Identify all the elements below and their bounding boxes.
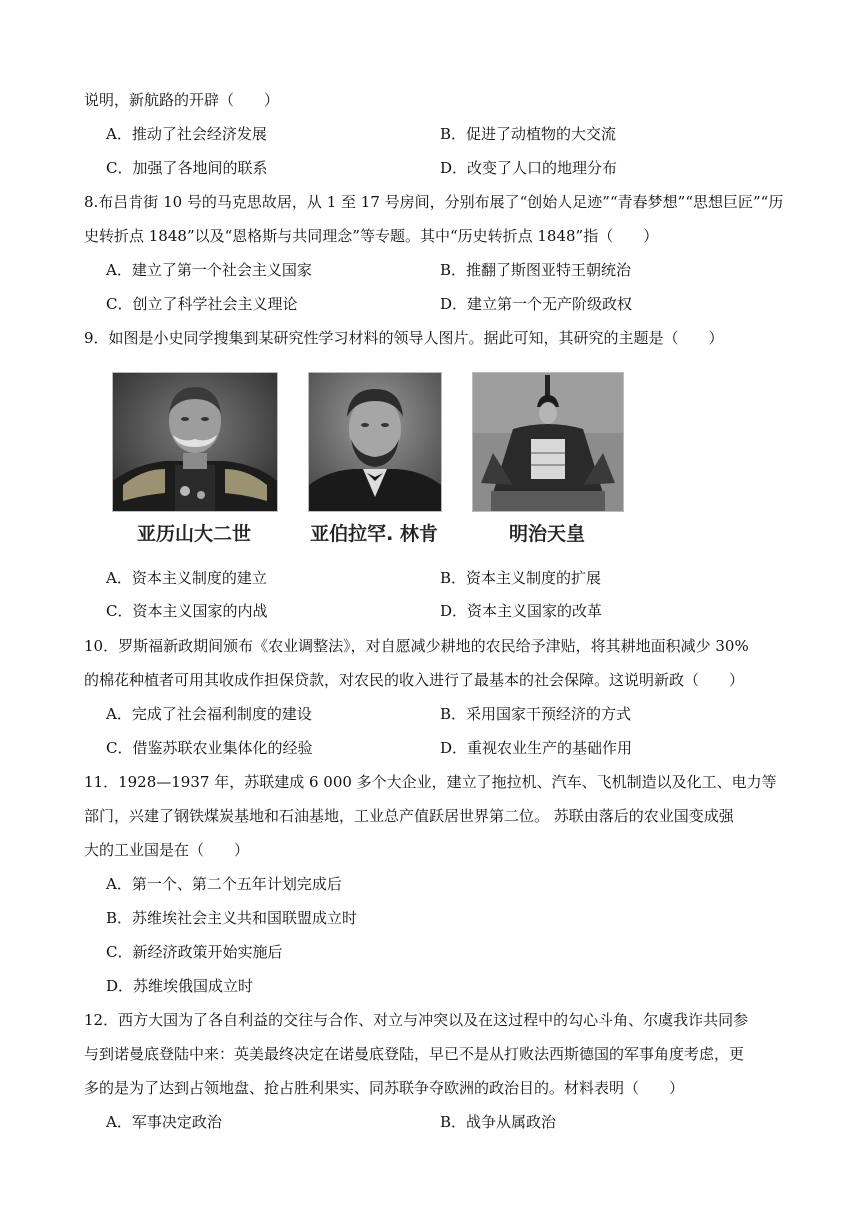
q10-option-d: D．重视农业生产的基础作用 bbox=[440, 739, 633, 757]
caption-emperor-meiji: 明治天皇 bbox=[508, 523, 585, 545]
caption-alexander-ii: 亚历山大二世 bbox=[136, 523, 251, 545]
q12-option-b: B．战争从属政治 bbox=[440, 1113, 557, 1131]
q11-stem-line-1: 11．1928—1937 年，苏联建成 6 000 多个大企业，建立了拖拉机、汽车、飞机制造以及化工、电力等 bbox=[84, 773, 777, 791]
q7-option-b: B．促进了动植物的大交流 bbox=[440, 125, 617, 143]
q7-stem-tail: 说明，新航路的开辟（ ） bbox=[84, 91, 280, 109]
q11-option-b: B．苏维埃社会主义共和国联盟成立时 bbox=[106, 909, 358, 927]
q8-option-c: C．创立了科学社会主义理论 bbox=[106, 295, 298, 313]
q11-option-d: D．苏维埃俄国成立时 bbox=[106, 977, 254, 995]
portrait-alexander-ii-image bbox=[113, 373, 277, 511]
q9-stem: 9．如图是小史同学搜集到某研究性学习材料的领导人图片。据此可知，其研究的主题是（ ） bbox=[84, 329, 724, 347]
q11-option-a: A．第一个、第二个五年计划完成后 bbox=[106, 875, 342, 893]
portrait-abraham-lincoln bbox=[308, 372, 442, 512]
q10-stem-line-1: 10．罗斯福新政期间颁布《农业调整法》，对自愿减少耕地的农民给予津贴，将其耕地面积减少 30% bbox=[84, 637, 749, 655]
q11-option-c: C．新经济政策开始实施后 bbox=[106, 943, 283, 961]
q10-option-b: B．采用国家干预经济的方式 bbox=[440, 705, 632, 723]
portrait-emperor-meiji bbox=[472, 372, 624, 512]
q12-stem-line-3: 多的是为了达到占领地盘、抢占胜利果实、同苏联争夺欧洲的政治目的。材料表明（ ） bbox=[84, 1079, 685, 1097]
q12-stem-line-1: 12．西方大国为了各自利益的交往与合作、对立与冲突以及在这过程中的勾心斗角、尔虞我诈共同参 bbox=[84, 1011, 749, 1029]
q8-stem-line-1: 8.布吕肯街 10 号的马克思故居，从 1 至 17 号房间，分别布展了“创始人足迹”“青春梦想”“思想巨匠”“历 bbox=[84, 193, 784, 211]
q9-option-a: A．资本主义制度的建立 bbox=[106, 569, 267, 587]
q8-option-b: B．推翻了斯图亚特王朝统治 bbox=[440, 261, 632, 279]
q12-option-a: A．军事决定政治 bbox=[106, 1113, 222, 1131]
portrait-alexander-ii bbox=[112, 372, 278, 512]
q10-option-a: A．完成了社会福利制度的建设 bbox=[106, 705, 312, 723]
q11-stem-line-2: 部门，兴建了钢铁煤炭基地和石油基地，工业总产值跃居世界第二位。 苏联由落后的农业国变成强 bbox=[84, 807, 734, 825]
q7-option-d: D．改变了人口的地理分布 bbox=[440, 159, 618, 177]
q7-option-a: A．推动了社会经济发展 bbox=[106, 125, 267, 143]
q7-option-c: C．加强了各地间的联系 bbox=[106, 159, 268, 177]
portrait-abraham-lincoln-image bbox=[309, 373, 441, 511]
portrait-emperor-meiji-image bbox=[473, 373, 623, 511]
q9-option-b: B．资本主义制度的扩展 bbox=[440, 569, 602, 587]
q8-option-a: A．建立了第一个社会主义国家 bbox=[106, 261, 312, 279]
q11-stem-line-3: 大的工业国是在（ ） bbox=[84, 841, 250, 859]
q9-option-d: D．资本主义国家的改革 bbox=[440, 602, 603, 620]
q8-stem-line-2: 史转折点 1848”以及“恩格斯与共同理念”等专题。其中“历史转折点 1848”指（ ） bbox=[84, 227, 659, 245]
q8-option-d: D．建立第一个无产阶级政权 bbox=[440, 295, 633, 313]
q10-option-c: C．借鉴苏联农业集体化的经验 bbox=[106, 739, 313, 757]
caption-abraham-lincoln: 亚伯拉罕. 林肯 bbox=[310, 523, 438, 545]
q9-option-c: C．资本主义国家的内战 bbox=[106, 602, 268, 620]
q10-stem-line-2: 的棉花种植者可用其收成作担保贷款，对农民的收入进行了最基本的社会保障。这说明新政（ ） bbox=[84, 671, 745, 689]
q12-stem-line-2: 与到诺曼底登陆中来：英美最终决定在诺曼底登陆，早已不是从打败法西斯德国的军事角度考虑，更 bbox=[84, 1045, 745, 1063]
